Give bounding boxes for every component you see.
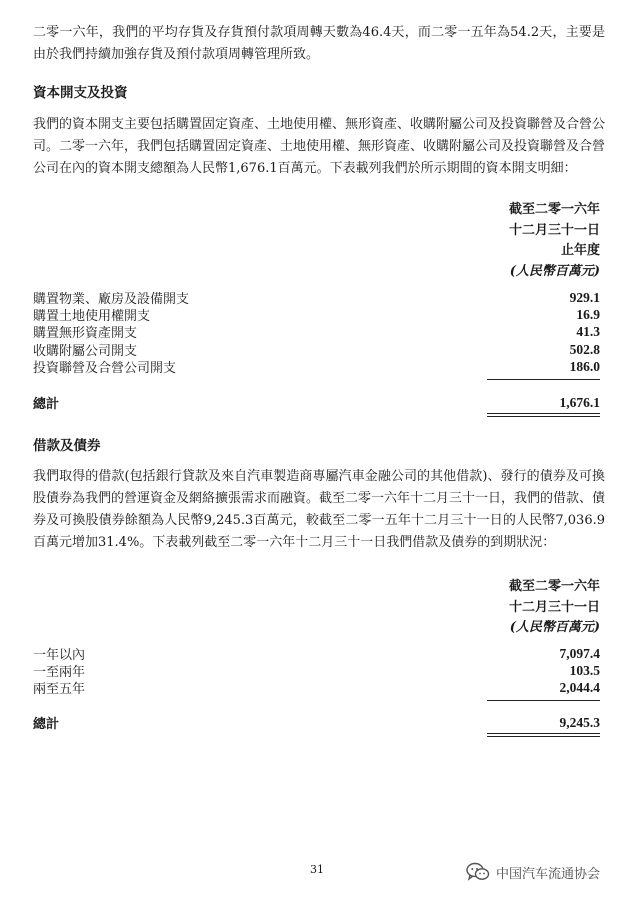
total-double-rule bbox=[487, 733, 600, 737]
row-label: 投資聯營及合營公司開支 bbox=[33, 361, 177, 376]
capex-row bbox=[33, 323, 600, 340]
capex-row bbox=[33, 341, 600, 358]
row-label: 購置物業、廠房及設備開支 bbox=[33, 292, 190, 307]
capex-total-row bbox=[33, 394, 600, 411]
row-value: 2,044.4 bbox=[559, 679, 600, 695]
watermark bbox=[466, 862, 600, 882]
column-header-unit: (人民幣百萬元) bbox=[509, 620, 600, 635]
row-label: 一年以內 bbox=[33, 648, 86, 663]
capex-row bbox=[33, 358, 600, 375]
row-label: 購置無形資產開支 bbox=[33, 326, 138, 341]
wechat-icon bbox=[466, 862, 490, 882]
subtotal-rule bbox=[487, 700, 600, 701]
column-header-line: 截至二零一六年 bbox=[508, 202, 600, 217]
total-double-rule bbox=[487, 413, 600, 417]
row-value: 16.9 bbox=[576, 306, 600, 322]
row-label: 收購附屬公司開支 bbox=[33, 344, 138, 359]
borrowings-row bbox=[33, 662, 600, 679]
row-label: 一至兩年 bbox=[33, 665, 86, 680]
total-label: 總計 bbox=[33, 717, 60, 732]
borrowings-column-header bbox=[440, 577, 600, 639]
column-header-unit: (人民幣百萬元) bbox=[509, 263, 600, 279]
capex-column-header bbox=[440, 200, 600, 282]
row-value: 929.1 bbox=[569, 289, 600, 305]
column-header-line: 十二月三十一日 bbox=[508, 222, 600, 238]
total-value: 1,676.1 bbox=[559, 394, 600, 410]
row-value: 502.8 bbox=[569, 341, 600, 357]
row-label: 兩至五年 bbox=[33, 682, 86, 697]
borrowings-heading: 借款及債券 bbox=[33, 438, 101, 454]
subtotal-rule bbox=[487, 379, 600, 380]
capex-row bbox=[33, 306, 600, 323]
borrowings-paragraph: 我們取得的借款(包括銀行貸款及來自汽車製造商專屬汽車金融公司的其他借款)、發行的債券及可換股債券為我們的營運資金及網絡擴張需求而融資。截至二零一六年十二月三十一日，我們的借款、債券及可換股債券餘額為人民幣9,245.3百萬元，較截至二零一五年十二月三十一日的人民幣7,036.9百萬元增加31.4%。下表載列截至二零一六年十二月三十一日我們借款及債券的到期狀況： bbox=[33, 469, 606, 550]
row-label: 購置土地使用權開支 bbox=[33, 309, 151, 324]
capex-row bbox=[33, 289, 600, 306]
row-value: 103.5 bbox=[569, 662, 600, 678]
column-header-line: 截至二零一六年 bbox=[508, 579, 600, 594]
capex-heading: 資本開支及投資 bbox=[33, 85, 128, 101]
borrowings-row bbox=[33, 679, 600, 696]
capex-paragraph: 我們的資本開支主要包括購置固定資產、土地使用權、無形資產、收購附屬公司及投資聯營及合營公司。二零一六年，我們包括購置固定資產、土地使用權、無形資產、收購附屬公司及投資聯營及合營公司在內的資本開支總額為人民幣1,676.1百萬元。下表載列我們於所示期間的資本開支明細： bbox=[33, 117, 606, 176]
borrowings-total-row bbox=[33, 714, 600, 731]
intro-paragraph: 二零一六年，我們的平均存貨及存貨預付款項周轉天數為46.4天，而二零一五年為54.2天，主要是由於我們持續加強存貨及預付款項周轉管理所致。 bbox=[33, 25, 605, 62]
row-value: 186.0 bbox=[569, 358, 600, 374]
column-header-line: 十二月三十一日 bbox=[508, 599, 600, 615]
total-value: 9,245.3 bbox=[559, 714, 600, 730]
borrowings-row bbox=[33, 645, 600, 662]
watermark-text: 中国汽车流通协会 bbox=[496, 866, 601, 882]
column-header-line: 止年度 bbox=[560, 243, 600, 258]
row-value: 7,097.4 bbox=[559, 645, 600, 661]
total-label: 總計 bbox=[33, 397, 60, 412]
row-value: 41.3 bbox=[576, 323, 600, 339]
page-number: 31 bbox=[310, 863, 324, 876]
